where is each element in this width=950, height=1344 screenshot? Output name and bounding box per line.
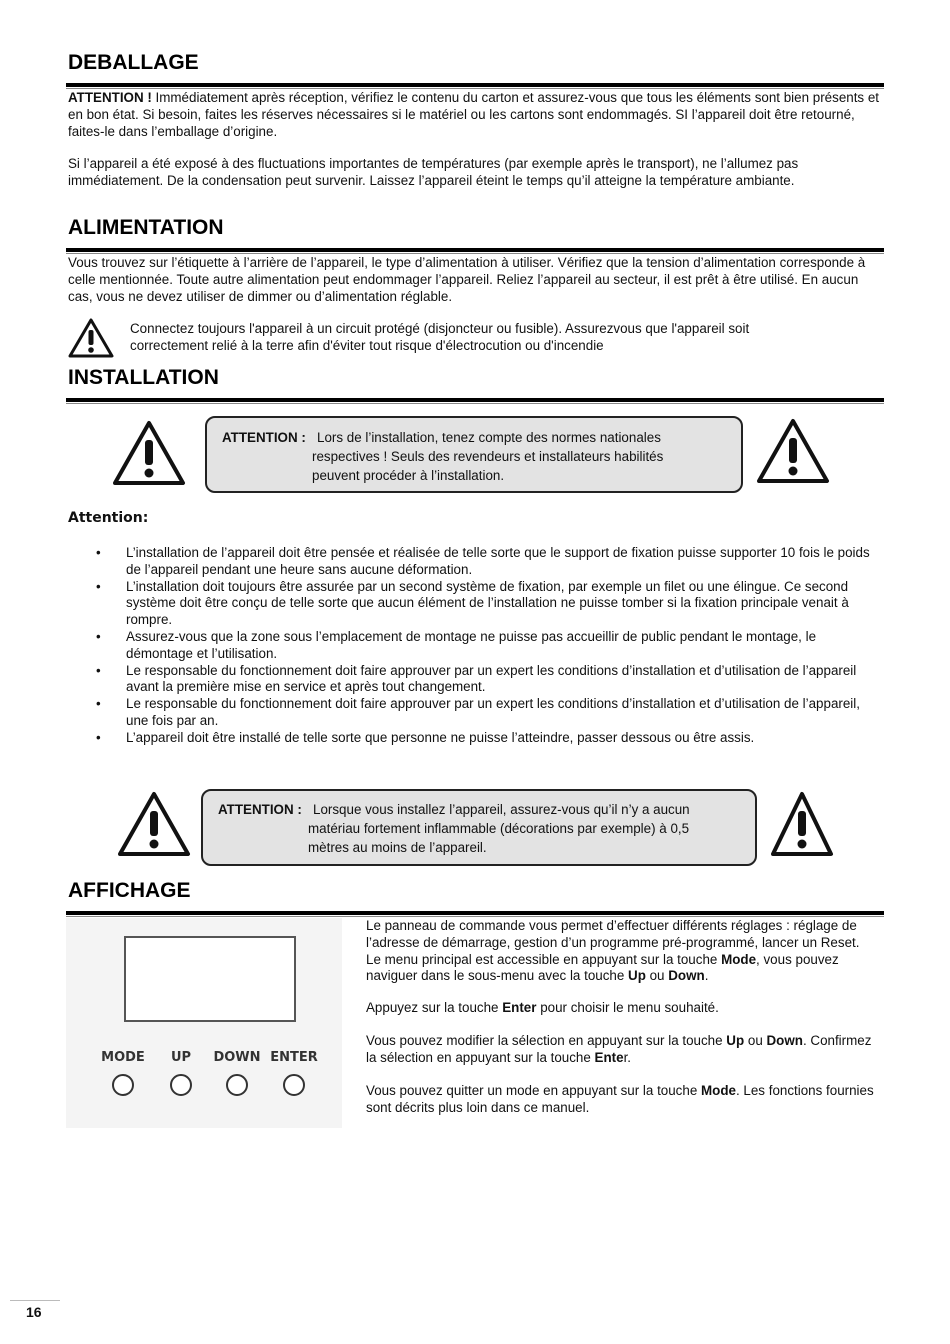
- attention-text-line: mètres au moins de l’appareil.: [308, 840, 487, 855]
- flammable-attention-box: [201, 789, 757, 866]
- control-panel-image: [66, 918, 342, 1128]
- warning-triangle-icon: [112, 420, 186, 486]
- installation-bullet-list: [96, 545, 880, 747]
- deballage-paragraph-1: [68, 90, 880, 140]
- list-item: • Le responsable du fonctionnement doit faire approuver par un expert les conditions d’installation et d’utilisation de l’appareil, une fois par an.: [96, 696, 880, 730]
- list-item: • L’installation de l’appareil doit être pensée et réalisée de telle sorte que le support de fixation puisse supporter 10 fois le poids de l’appareil pendant une heure sans aucune déformation.: [96, 545, 880, 579]
- attention-text-line: peuvent procéder à l’installation.: [312, 468, 505, 483]
- section-title-deballage: DEBALLAGE: [68, 51, 199, 74]
- warning-triangle-icon: [68, 318, 114, 358]
- installation-attention-box: [205, 416, 743, 493]
- affichage-paragraph-4: Vous pouvez quitter un mode en appuyant sur la touche Mode. Les fonctions fournies sont décrits plus loin dans ce manuel.: [366, 1083, 874, 1115]
- section-rule: [66, 83, 884, 87]
- deballage-paragraph-2: Si l’appareil a été exposé à des fluctuations importantes de températures (par exemple après le transport), ne l’allumez pas immédiatement. De la condensation peut survenir. Laissez l’appareil éteint le temps qu’il atteigne la température ambiante.: [68, 156, 799, 188]
- section-rule: [66, 248, 884, 252]
- section-title-installation: INSTALLATION: [68, 366, 219, 389]
- attention-label: ATTENTION :: [222, 430, 306, 445]
- list-item: • L’installation doit toujours être assurée par un second système de fixation, par exemple un filet ou une élingue. Ce second système doit être conçu de telle sorte que aucun élément de l’installation ne puisse tomber si la fixation principale venait à rompre.: [96, 579, 880, 629]
- attention-text-line: respectives ! Seuls des revendeurs et installateurs habilités: [312, 449, 664, 464]
- section-title-affichage: AFFICHAGE: [68, 879, 191, 902]
- warning-triangle-icon: [770, 791, 834, 857]
- warning-triangle-icon: [117, 791, 191, 857]
- attention-label: ATTENTION !: [68, 90, 152, 105]
- affichage-paragraph-3: Vous pouvez modifier la sélection en appuyant sur la touche Up ou Down. Confirmez la sélection en appuyant sur la touche Enter.: [366, 1033, 872, 1065]
- list-item: • L’appareil doit être installé de telle sorte que personne ne puisse l’atteindre, passer dessous ou être assis.: [96, 730, 880, 747]
- panel-button-label-down: DOWN: [213, 1050, 261, 1065]
- down-button-icon: [226, 1074, 248, 1096]
- deballage-paragraph-1-text: Immédiatement après réception, vérifiez le contenu du carton et assurez-vous que tous les éléments sont bien présents et en bon état. Si besoin, faites les réserves nécessaires si le matériel ou les cartons sont endommagés. SI l’appareil doit être retourné, faites-le dans l’emballage d’origine.: [68, 90, 880, 139]
- section-title-alimentation: ALIMENTATION: [68, 216, 224, 239]
- attention-label: ATTENTION :: [218, 802, 302, 817]
- attention-text-line: Lors de l’installation, tenez compte des normes nationales: [317, 430, 661, 445]
- up-button-icon: [170, 1074, 192, 1096]
- mode-button-icon: [112, 1074, 134, 1096]
- electrical-warning-text: Connectez toujours l'appareil à un circuit protégé (disjoncteur ou fusible). Assurezvous que l'appareil soit correctement relié à la terre afin d'éviter tout risque d'électrocution ou d'incendie: [130, 321, 750, 353]
- section-rule: [66, 398, 884, 402]
- affichage-paragraph-2: Appuyez sur la touche Enter pour choisir le menu souhaité.: [366, 1000, 719, 1015]
- attention-text-line: Lorsque vous installez l’appareil, assurez-vous qu’il n’y a aucun: [313, 802, 690, 817]
- panel-button-label-enter: ENTER: [270, 1050, 318, 1065]
- list-item: • Le responsable du fonctionnement doit faire approuver par un expert les conditions d’installation et d’utilisation de l’appareil avant la première mise en service et après tout changement.: [96, 663, 880, 697]
- page-number: 16: [26, 1304, 42, 1320]
- attention-subheading: Attention:: [68, 510, 149, 526]
- footer-divider: [10, 1300, 60, 1301]
- alimentation-paragraph: Vous trouvez sur l’étiquette à l’arrière de l’appareil, le type d’alimentation à utiliser. Vérifiez que la tension d’alimentation corresponde à celle mentionnée. Toute autre alimentation peut endommager l’appareil. Reliez l’appareil au secteur, il est prêt à être utilisé. En aucun cas, vous ne devez utiliser de dimmer ou d’alimentation réglable.: [68, 255, 866, 304]
- display-screen: [124, 936, 296, 1022]
- section-rule: [66, 911, 884, 915]
- warning-triangle-icon: [756, 418, 830, 484]
- panel-button-label-up: UP: [170, 1050, 192, 1065]
- affichage-paragraph-1: Le panneau de commande vous permet d’effectuer différents réglages : réglage de l’adresse de démarrage, gestion d’un programme pré-programmé, lancer un Reset. Le menu principal est accessible en appuyant sur la touche Mode, vous pouvez naviguer dans le sous-menu avec la touche Up ou Down.: [366, 918, 860, 984]
- attention-text-line: matériau fortement inflammable (décorations par exemple) à 0,5: [308, 821, 690, 836]
- list-item: • Assurez-vous que la zone sous l’emplacement de montage ne puisse pas accueillir de public pendant le montage, le démontage et l’utilisation.: [96, 629, 880, 663]
- enter-button-icon: [283, 1074, 305, 1096]
- panel-button-label-mode: MODE: [101, 1050, 145, 1065]
